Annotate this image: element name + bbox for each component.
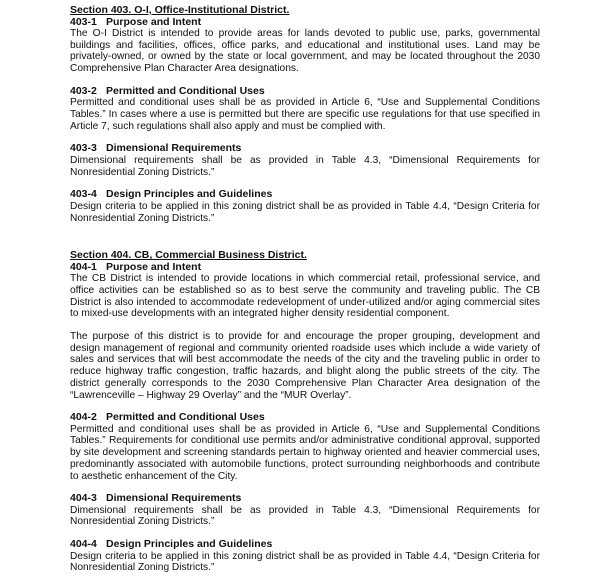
subsection-404-4-text: Design criteria to be applied in this zoning district shall be as provided in Table 4.4, “Design Criteria for Nonresidential Zoning Districts.” [70, 550, 540, 574]
subsection-number: 403-3 [70, 142, 97, 155]
subsection-404-2-heading [70, 412, 540, 424]
subsection-number: 403-4 [70, 188, 97, 201]
subsection-404-1-text: The CB District is intended to provide locations in which commercial retail, professional service, and office activities can be established so as to best serve the community and traveling public. The CB District is also intended to accommodate redevelopment of under-utilized and/or aging commercial sites to mixed-use developments with an integrated higher density residential component. [70, 273, 540, 320]
subsection-number: 404-3 [70, 492, 97, 505]
subsection-title: Permitted and Conditional Uses [106, 411, 265, 424]
subsection-number: 404-2 [70, 411, 97, 424]
section-404-title: Section 404. CB, Commercial Business District. [70, 249, 307, 262]
subsection-title: Purpose and Intent [106, 15, 202, 28]
subsection-title: Purpose and Intent [106, 260, 202, 273]
subsection-404-1-text-2: The purpose of this district is to provide for and encourage the proper grouping, development and design management of regional and community oriented roadside uses which include a wide variety of sales and services that will best accommodate the needs of the city and the traveling public in order to reduce highway traffic congestion, traffic hazards, and blight along the public streets of the city. The district generally corresponds to the 2030 Comprehensive Plan Character Area designation of the “Lawrenceville – Highway 29 Overlay” and the “MUR Overlay”. [70, 331, 540, 401]
section-403-title: Section 403. O-I, Office-Institutional District. [70, 4, 290, 16]
subsection-title: Design Principles and Guidelines [106, 188, 273, 201]
subsection-title: Permitted and Conditional Uses [106, 84, 265, 97]
subsection-404-1-heading [70, 262, 540, 274]
subsection-title: Design Principles and Guidelines [106, 538, 273, 551]
subsection-number: 403-1 [70, 15, 97, 28]
subsection-403-4-heading [70, 189, 540, 201]
subsection-title: Dimensional Requirements [106, 492, 242, 505]
subsection-403-4-text: Design criteria to be applied in this zoning district shall be as provided in Table 4.4, “Design Criteria for Nonresidential Zoning Districts.” [70, 200, 540, 224]
subsection-404-4-heading [70, 539, 540, 551]
subsection-403-1-heading [70, 17, 540, 29]
subsection-403-3-text: Dimensional requirements shall be as provided in Table 4.3, “Dimensional Requirements for Nonresidential Zoning Districts.” [70, 154, 540, 178]
subsection-number: 404-4 [70, 538, 97, 551]
subsection-403-2-heading [70, 86, 540, 98]
subsection-403-2-text: Permitted and conditional uses shall be as provided in Article 6, “Use and Supplemental Conditions Tables.” In cases where a use is permitted but there are specific use regulations for that use specified in Article 7, such regulations shall also apply and must be complied with. [70, 97, 540, 132]
document-page [70, 5, 540, 574]
subsection-404-3-text: Dimensional requirements shall be as provided in Table 4.3, “Dimensional Requirements for Nonresidential Zoning Districts.” [70, 504, 540, 528]
subsection-404-2-text: Permitted and conditional uses shall be as provided in Article 6, “Use and Supplemental Conditions Tables.” Requirements for conditional use permits and/or administrative conditional approval, supported by site development and screening standards pertain to highway oriented and heavier commercial uses, predominantly associated with automobile functions, protect surrounding neighborhoods and contribute to aesthetic enhancement of the City. [70, 423, 540, 482]
subsection-number: 403-2 [70, 84, 97, 97]
subsection-title: Dimensional Requirements [106, 142, 242, 155]
subsection-403-3-heading [70, 143, 540, 155]
subsection-number: 404-1 [70, 260, 97, 273]
subsection-404-3-heading [70, 493, 540, 505]
subsection-403-1-text: The O-I District is intended to provide areas for lands devoted to public use, parks, governmental buildings and facilities, offices, office parks, and educational and institutional uses. Land may be privately-owned, or owned by the state or local government, and may be located throughout the 2030 Comprehensive Plan Character Area designations. [70, 28, 540, 75]
